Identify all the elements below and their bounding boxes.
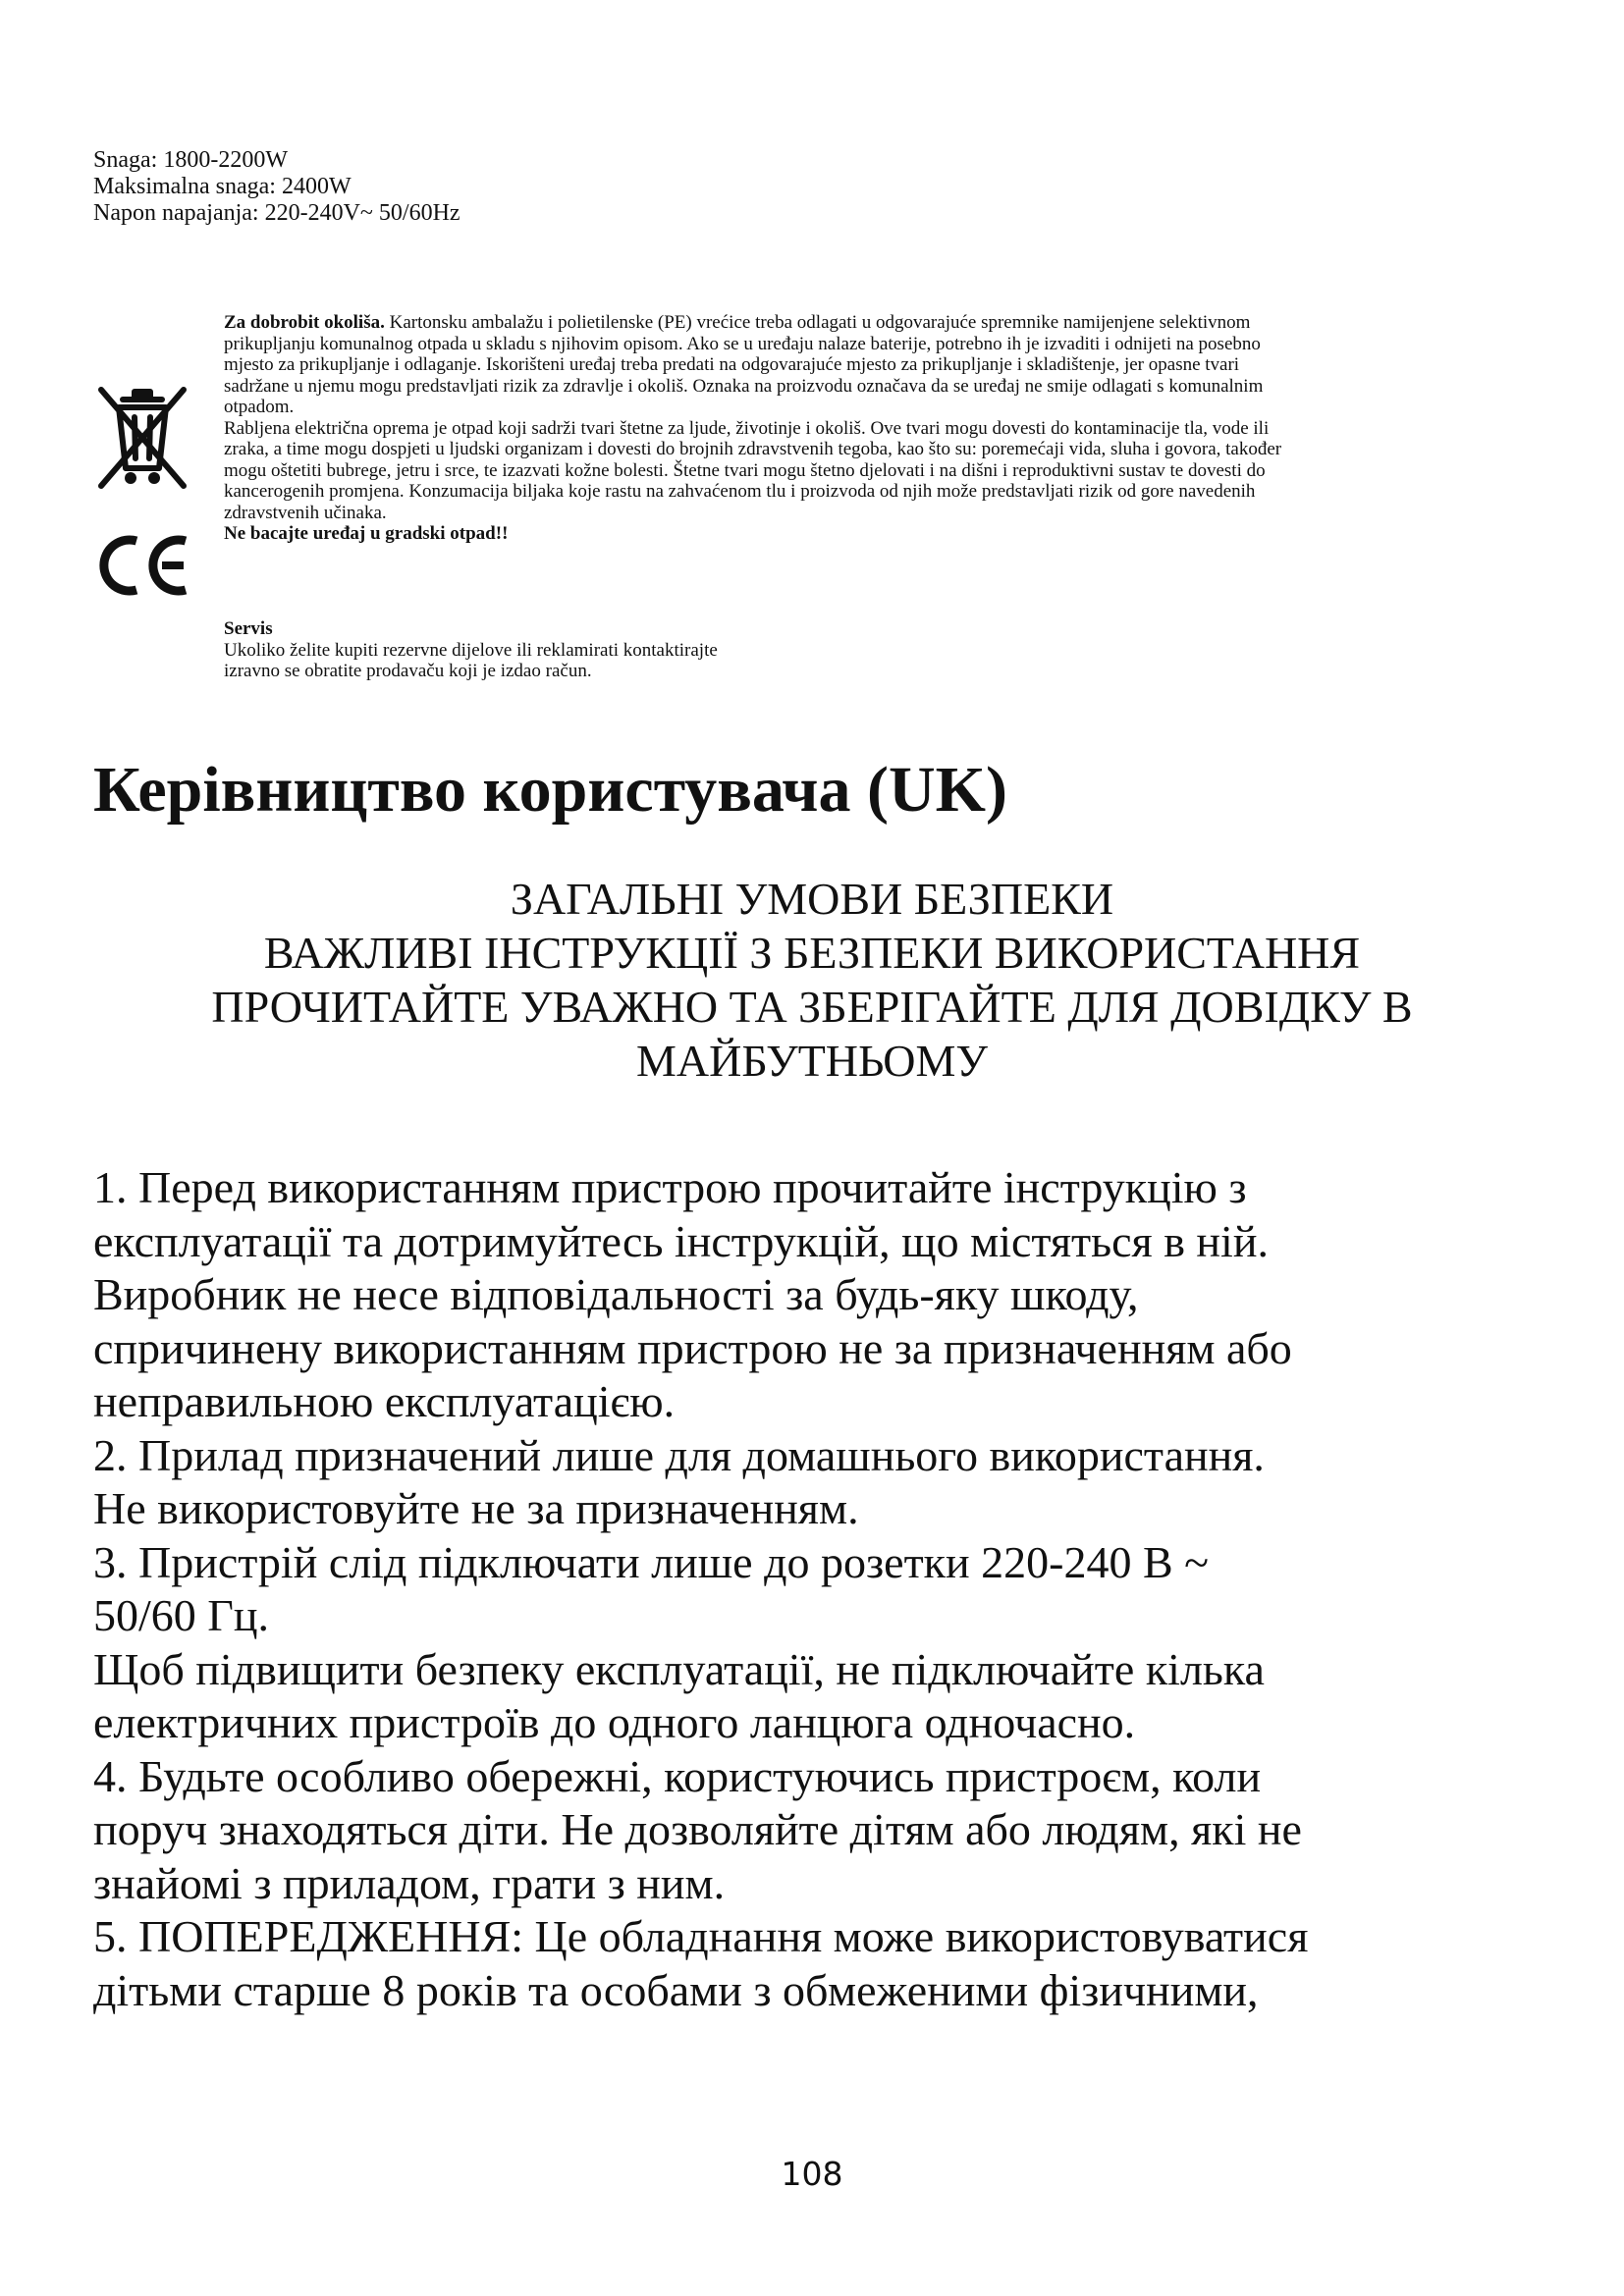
safety-heading-line: ПРОЧИТАЙТЕ УВАЖНО ТА ЗБЕРІГАЙТЕ ДЛЯ ДОВІДКУ В [211, 982, 1413, 1032]
manual-title: Керівництво користувача (UK) [93, 754, 1007, 826]
instruction-line: знайомі з приладом, грати з ним. [93, 1857, 726, 1908]
spec-voltage: Napon napajanja: 220-240V~ 50/60Hz [93, 200, 460, 226]
instruction-line: 4. Будьте особливо обережні, користуючись пристроєм, коли [93, 1750, 1262, 1801]
environment-line: zdravstvenih učinaka. [224, 502, 387, 523]
instruction-line: 5. ПОПЕРЕДЖЕННЯ: Це обладнання може використовуватися [93, 1911, 1309, 1961]
instruction-line: поруч знаходяться діти. Не дозволяйте дітям або людям, які не [93, 1804, 1302, 1854]
instruction-line: 3. Пристрій слід підключати лише до розетки 220-240 В ~ [93, 1536, 1210, 1587]
instruction-line: 1. Перед використанням пристрою прочитайте інструкцію з [93, 1162, 1247, 1212]
environment-line: mogu oštetiti bubrege, jetru i srce, te izazvati kožne bolesti. Štetne tvari mogu štetno djelovati i na dišni i reproduktivni sustav te dovesti do [224, 459, 1266, 481]
environment-notice [224, 312, 1500, 545]
instruction-line: Не використовуйте не за призначенням. [93, 1483, 859, 1533]
power-specs [93, 147, 781, 227]
instruction-line: 2. Прилад призначений лише для домашнього використання. [93, 1429, 1265, 1480]
safety-heading [0, 872, 1624, 1088]
environment-line: otpadom. [224, 397, 295, 417]
spec-max-power: Maksimalna snaga: 2400W [93, 174, 352, 199]
service-line: izravno se obratite prodavaču koji je izdao račun. [224, 661, 592, 681]
instruction-line: 50/60 Гц. [93, 1590, 269, 1640]
environment-line: Kartonsku ambalažu i polietilenske (PE) vrećice treba odlagati u odgovarajuće spremnike namijenjene selektivnom [384, 312, 1251, 333]
environment-line: sadržane u njemu mogu predstavljati rizik za zdravlje i okoliš. Oznaka na proizvodu označava da se uređaj ne smije odlagati s komunalnim [224, 375, 1264, 397]
instruction-line: експлуатації та дотримуйтесь інструкцій, що містяться в ній. [93, 1215, 1269, 1266]
safety-instructions [93, 1161, 1546, 2017]
environment-line: prikupljanju komunalnog otpada u skladu s njihovim opisom. Ako se u uređaju nalaze baterije, potrebno ih je izvaditi i odnijeti na posebno [224, 333, 1261, 354]
instruction-line: Виробник не несе відповідальності за будь-яку шкоду, [93, 1269, 1139, 1319]
environment-line: Rabljena električna oprema je otpad koji sadrži tvari štetne za ljude, životinje i okoliš. Ove tvari mogu dovesti do kontaminacije tla, vode ili [224, 417, 1270, 439]
spec-power: Snaga: 1800-2200W [93, 147, 288, 173]
safety-heading-line: МАЙБУТНЬОМУ [636, 1036, 988, 1086]
instruction-line: спричинену використанням пристрою не за призначенням або [93, 1322, 1292, 1373]
environment-lead: Za dobrobit okoliša. [224, 312, 385, 333]
disposal-warning: Ne bacajte uređaj u gradski otpad!! [224, 523, 509, 544]
weee-crossed-bin-icon [93, 378, 191, 494]
safety-heading-line: ЗАГАЛЬНІ УМОВИ БЕЗПЕКИ [510, 874, 1114, 924]
service-section [224, 618, 1009, 682]
service-line: Ukoliko želite kupiti rezervne dijelove ili reklamirati kontaktirajte [224, 639, 718, 661]
ce-mark-icon [97, 533, 191, 598]
page-number: 108 [781, 2155, 843, 2193]
environment-line: mjesto za prikupljanje i odlaganje. Iskorišteni uređaj treba predati na odgovarajuće mjesto za prikupljanje i skladištenje, jer opasne tvari [224, 354, 1240, 375]
environment-line: kancerogenih promjena. Konzumacija biljaka koje rastu na zahvaćenom tlu i proizvoda od njih može predstavljati rizik od gore navedenih [224, 481, 1256, 502]
environment-line: zraka, a time mogu dospjeti u ljudski organizam i dovesti do brojnih zdravstvenih tegoba, kao što su: poremećaji vida, sluha i govora, također [224, 439, 1282, 459]
instruction-line: Щоб підвищити безпеку експлуатації, не підключайте кілька [93, 1643, 1265, 1694]
instruction-line: електричних пристроїв до одного ланцюга одночасно. [93, 1697, 1136, 1747]
service-title: Servis [224, 618, 273, 639]
instruction-line: неправильною експлуатацією. [93, 1376, 676, 1426]
safety-heading-line: ВАЖЛИВІ ІНСТРУКЦІЇ З БЕЗПЕКИ ВИКОРИСТАННЯ [263, 928, 1361, 978]
instruction-line: дітьми старше 8 років та особами з обмеженими фізичними, [93, 1964, 1259, 2015]
